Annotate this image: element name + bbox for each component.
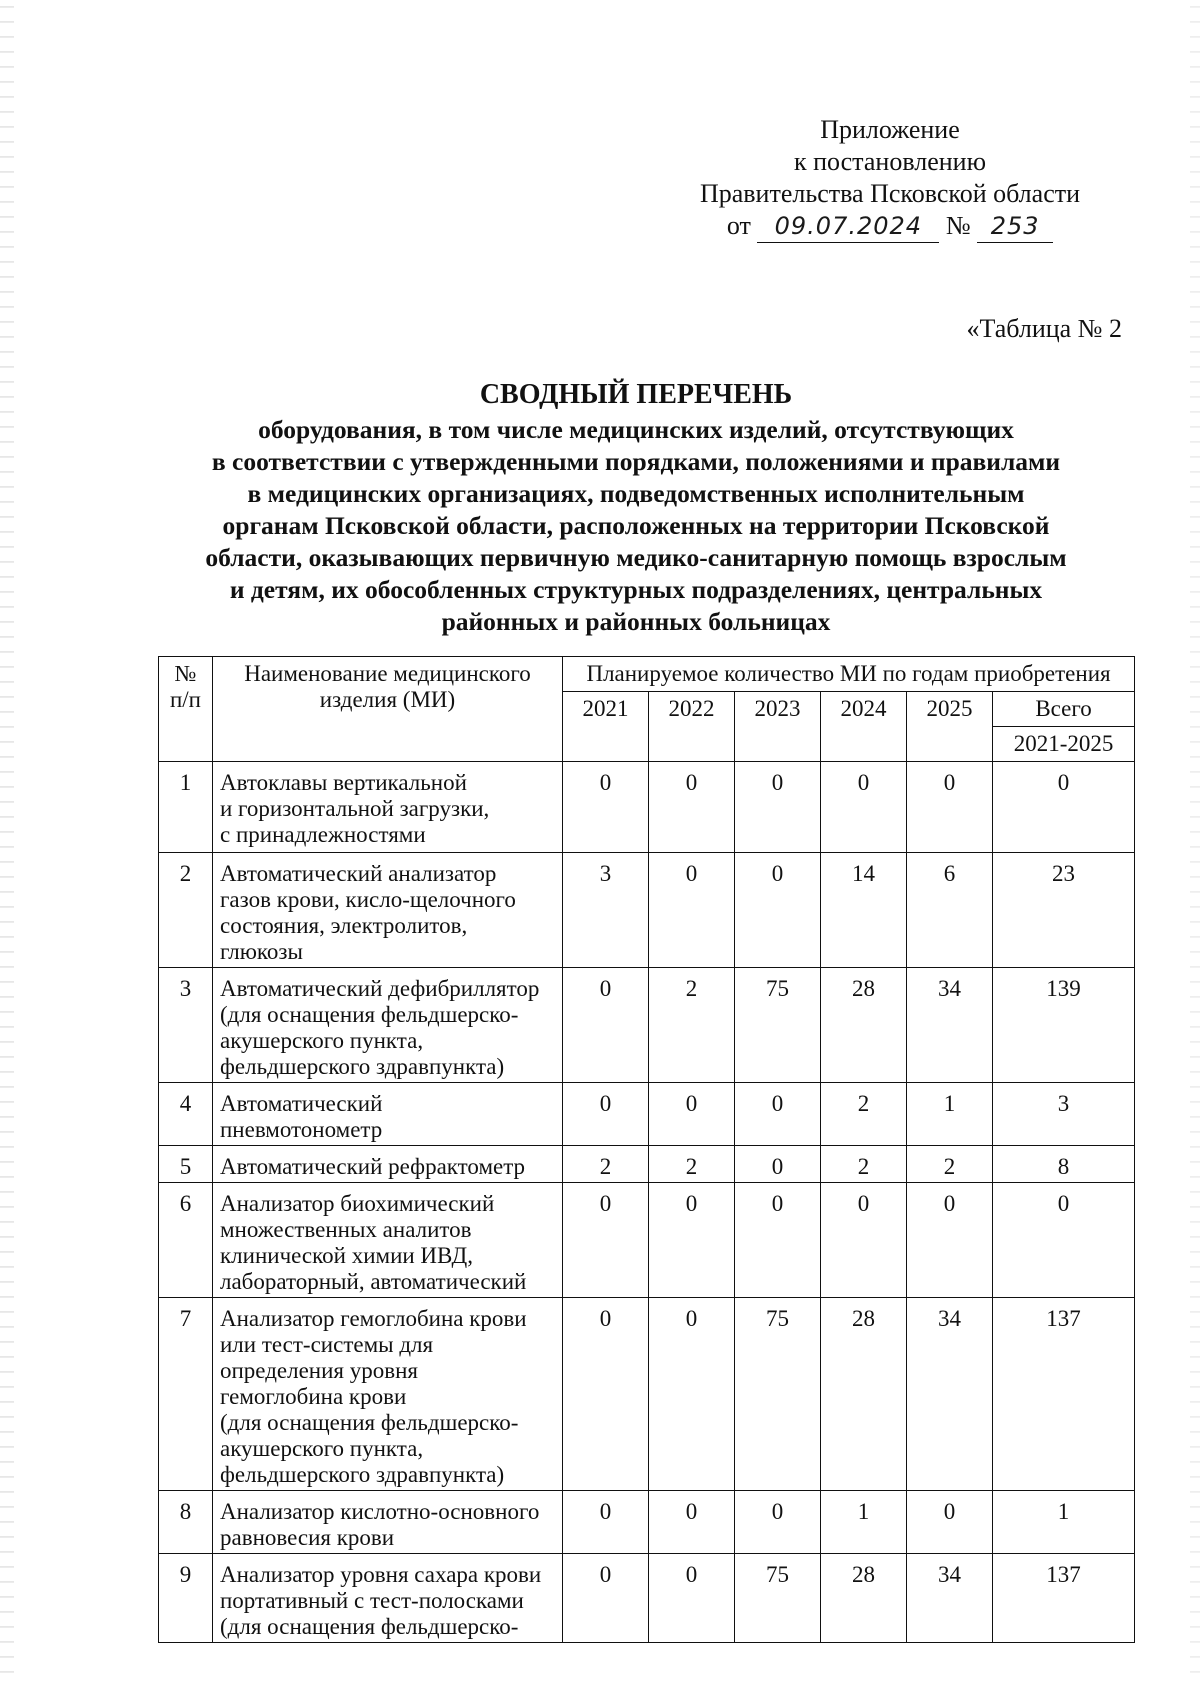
device-name-line: или тест-системы для bbox=[220, 1332, 434, 1357]
handwritten-date: 09.07.2024 bbox=[757, 210, 939, 243]
qty-2023: 0 bbox=[735, 1146, 821, 1183]
qty-2021: 2 bbox=[563, 1146, 649, 1183]
qty-2022: 2 bbox=[649, 1146, 735, 1183]
qty-2021: 0 bbox=[563, 1298, 649, 1491]
row-number: 8 bbox=[159, 1491, 213, 1554]
device-name-line: и горизонтальной загрузки, bbox=[220, 796, 490, 821]
qty-2021: 3 bbox=[563, 853, 649, 968]
qty-2022: 0 bbox=[649, 762, 735, 853]
table-label: «Таблица № 2 bbox=[966, 314, 1122, 343]
table-row bbox=[159, 1083, 1135, 1146]
device-name-line: множественных аналитов bbox=[220, 1217, 472, 1242]
qty-2024: 14 bbox=[821, 853, 907, 968]
appendix-government: Правительства Псковской области bbox=[699, 179, 1081, 208]
device-name-line: глюкозы bbox=[220, 939, 303, 964]
subtitle-line: области, оказывающих первичную медико-санитарную помощь взрослым bbox=[205, 543, 1067, 572]
row-number: 5 bbox=[159, 1146, 213, 1183]
device-name-line: акушерского пункта, bbox=[220, 1028, 424, 1053]
device-name bbox=[213, 1554, 563, 1643]
qty-2025: 6 bbox=[907, 853, 993, 968]
qty-2023: 0 bbox=[735, 1083, 821, 1146]
qty-2024: 0 bbox=[821, 1183, 907, 1298]
row-number: 9 bbox=[159, 1554, 213, 1643]
device-name-line: фельдшерского здравпункта) bbox=[220, 1054, 505, 1079]
qty-2023: 0 bbox=[735, 853, 821, 968]
table-row bbox=[159, 1298, 1135, 1491]
device-name bbox=[213, 1146, 563, 1183]
qty-total: 139 bbox=[993, 968, 1135, 1083]
header-planned-quantity: Планируемое количество МИ по годам приобретения bbox=[563, 657, 1135, 692]
subtitle-line: в медицинских организациях, подведомственных исполнительным bbox=[247, 479, 1025, 508]
device-name-line: пневмотонометр bbox=[220, 1117, 383, 1142]
header-number bbox=[159, 657, 213, 762]
table-row bbox=[159, 1146, 1135, 1183]
device-name-line: определения уровня bbox=[220, 1358, 419, 1383]
device-name-line: клинической химии ИВД, bbox=[220, 1243, 473, 1268]
device-name bbox=[213, 853, 563, 968]
qty-2022: 0 bbox=[649, 1083, 735, 1146]
qty-2025: 0 bbox=[907, 1491, 993, 1554]
device-name-line: Автоматический bbox=[220, 1091, 383, 1116]
subtitle-line: оборудования, в том числе медицинских изделий, отсутствующих bbox=[258, 415, 1014, 444]
qty-2024: 28 bbox=[821, 968, 907, 1083]
device-name-line: Автоматический дефибриллятор bbox=[220, 976, 540, 1001]
qty-2022: 0 bbox=[649, 853, 735, 968]
qty-2023: 0 bbox=[735, 762, 821, 853]
qty-2025: 34 bbox=[907, 1298, 993, 1491]
row-number: 2 bbox=[159, 853, 213, 968]
row-number: 1 bbox=[159, 762, 213, 853]
qty-2021: 0 bbox=[563, 968, 649, 1083]
device-name-line: Автоматический рефрактометр bbox=[220, 1154, 526, 1179]
device-name-line: (для оснащения фельдшерско- bbox=[220, 1002, 519, 1027]
scan-left-edge bbox=[0, 0, 14, 1686]
qty-2024: 2 bbox=[821, 1083, 907, 1146]
date-prefix: от bbox=[726, 211, 751, 240]
row-number: 6 bbox=[159, 1183, 213, 1298]
subtitle-line: районных и районных больницах bbox=[441, 607, 831, 636]
header-number-sign: № bbox=[174, 661, 197, 686]
qty-total: 3 bbox=[993, 1083, 1135, 1146]
header-device-name bbox=[213, 657, 563, 762]
qty-total: 8 bbox=[993, 1146, 1135, 1183]
scan-right-edge bbox=[1190, 0, 1200, 1686]
header-year-2024: 2024 bbox=[821, 692, 907, 762]
device-name-line: фельдшерского здравпункта) bbox=[220, 1462, 505, 1487]
qty-2021: 0 bbox=[563, 1183, 649, 1298]
qty-2024: 2 bbox=[821, 1146, 907, 1183]
number-prefix: № bbox=[945, 211, 971, 240]
header-total: Всего bbox=[993, 692, 1135, 727]
device-name bbox=[213, 1491, 563, 1554]
device-name-line: Анализатор биохимический bbox=[220, 1191, 495, 1216]
qty-total: 0 bbox=[993, 1183, 1135, 1298]
qty-2025: 34 bbox=[907, 968, 993, 1083]
qty-total: 0 bbox=[993, 762, 1135, 853]
qty-2024: 28 bbox=[821, 1298, 907, 1491]
device-name bbox=[213, 968, 563, 1083]
handwritten-number: 253 bbox=[977, 210, 1053, 243]
qty-2023: 0 bbox=[735, 1491, 821, 1554]
device-name-line: (для оснащения фельдшерско- bbox=[220, 1410, 519, 1435]
device-name-line: Автоклавы вертикальной bbox=[220, 770, 467, 795]
qty-2025: 1 bbox=[907, 1083, 993, 1146]
header-name-line: Наименование медицинского bbox=[244, 661, 531, 686]
device-name-line: лабораторный, автоматический bbox=[220, 1269, 527, 1294]
device-name-line: портативный с тест-полосками bbox=[220, 1588, 524, 1613]
qty-total: 1 bbox=[993, 1491, 1135, 1554]
qty-2025: 2 bbox=[907, 1146, 993, 1183]
qty-2025: 34 bbox=[907, 1554, 993, 1643]
qty-2022: 0 bbox=[649, 1554, 735, 1643]
header-total-range: 2021-2025 bbox=[993, 727, 1135, 762]
medical-devices-table bbox=[158, 656, 1135, 1643]
document-heading bbox=[150, 376, 1122, 638]
header-number-abbr: п/п bbox=[169, 687, 201, 712]
table-row bbox=[159, 1183, 1135, 1298]
device-name-line: гемоглобина крови bbox=[220, 1384, 407, 1409]
device-name bbox=[213, 1083, 563, 1146]
document-title: СВОДНЫЙ ПЕРЕЧЕНЬ bbox=[479, 379, 793, 410]
appendix-decree: к постановлению bbox=[793, 147, 987, 176]
device-name bbox=[213, 1183, 563, 1298]
header-year-2022: 2022 bbox=[649, 692, 735, 762]
subtitle-line: и детям, их обособленных структурных подразделениях, центральных bbox=[229, 575, 1043, 604]
table-row bbox=[159, 853, 1135, 968]
header-name-line: изделия (МИ) bbox=[319, 687, 456, 712]
subtitle-line: в соответствии с утвержденными порядками, положениями и правилами bbox=[211, 447, 1061, 476]
qty-2023: 75 bbox=[735, 968, 821, 1083]
device-name-line: акушерского пункта, bbox=[220, 1436, 424, 1461]
device-name bbox=[213, 1298, 563, 1491]
qty-2022: 0 bbox=[649, 1491, 735, 1554]
qty-total: 137 bbox=[993, 1298, 1135, 1491]
qty-2024: 1 bbox=[821, 1491, 907, 1554]
table-row bbox=[159, 1491, 1135, 1554]
qty-2021: 0 bbox=[563, 1083, 649, 1146]
row-number: 7 bbox=[159, 1298, 213, 1491]
device-name-line: Анализатор кислотно-основного bbox=[220, 1499, 540, 1524]
row-number: 4 bbox=[159, 1083, 213, 1146]
device-name-line: Автоматический анализатор bbox=[220, 861, 497, 886]
header-year-2023: 2023 bbox=[735, 692, 821, 762]
appendix-title: Приложение bbox=[820, 115, 960, 144]
qty-total: 137 bbox=[993, 1554, 1135, 1643]
qty-2023: 75 bbox=[735, 1298, 821, 1491]
header-year-2025: 2025 bbox=[907, 692, 993, 762]
qty-2021: 0 bbox=[563, 1554, 649, 1643]
appendix-date-line bbox=[660, 210, 1120, 243]
qty-2024: 0 bbox=[821, 762, 907, 853]
qty-2025: 0 bbox=[907, 762, 993, 853]
device-name-line: газов крови, кисло-щелочного bbox=[220, 887, 516, 912]
device-name-line: Анализатор гемоглобина крови bbox=[220, 1306, 527, 1331]
qty-2023: 0 bbox=[735, 1183, 821, 1298]
header-year-2021: 2021 bbox=[563, 692, 649, 762]
device-name-line: Анализатор уровня сахара крови bbox=[220, 1562, 542, 1587]
qty-2025: 0 bbox=[907, 1183, 993, 1298]
table-row bbox=[159, 762, 1135, 853]
appendix-block bbox=[660, 114, 1120, 243]
device-name-line: (для оснащения фельдшерско- bbox=[220, 1614, 519, 1639]
table-row bbox=[159, 1554, 1135, 1643]
qty-2022: 0 bbox=[649, 1298, 735, 1491]
qty-2024: 28 bbox=[821, 1554, 907, 1643]
qty-2023: 75 bbox=[735, 1554, 821, 1643]
table-row bbox=[159, 968, 1135, 1083]
qty-2021: 0 bbox=[563, 1491, 649, 1554]
row-number: 3 bbox=[159, 968, 213, 1083]
device-name-line: состояния, электролитов, bbox=[220, 913, 468, 938]
device-name bbox=[213, 762, 563, 853]
qty-total: 23 bbox=[993, 853, 1135, 968]
device-name-line: с принадлежностями bbox=[220, 822, 426, 847]
subtitle-line: органам Псковской области, расположенных на территории Псковской bbox=[222, 511, 1050, 540]
qty-2022: 2 bbox=[649, 968, 735, 1083]
qty-2021: 0 bbox=[563, 762, 649, 853]
device-name-line: равновесия крови bbox=[220, 1525, 395, 1550]
qty-2022: 0 bbox=[649, 1183, 735, 1298]
